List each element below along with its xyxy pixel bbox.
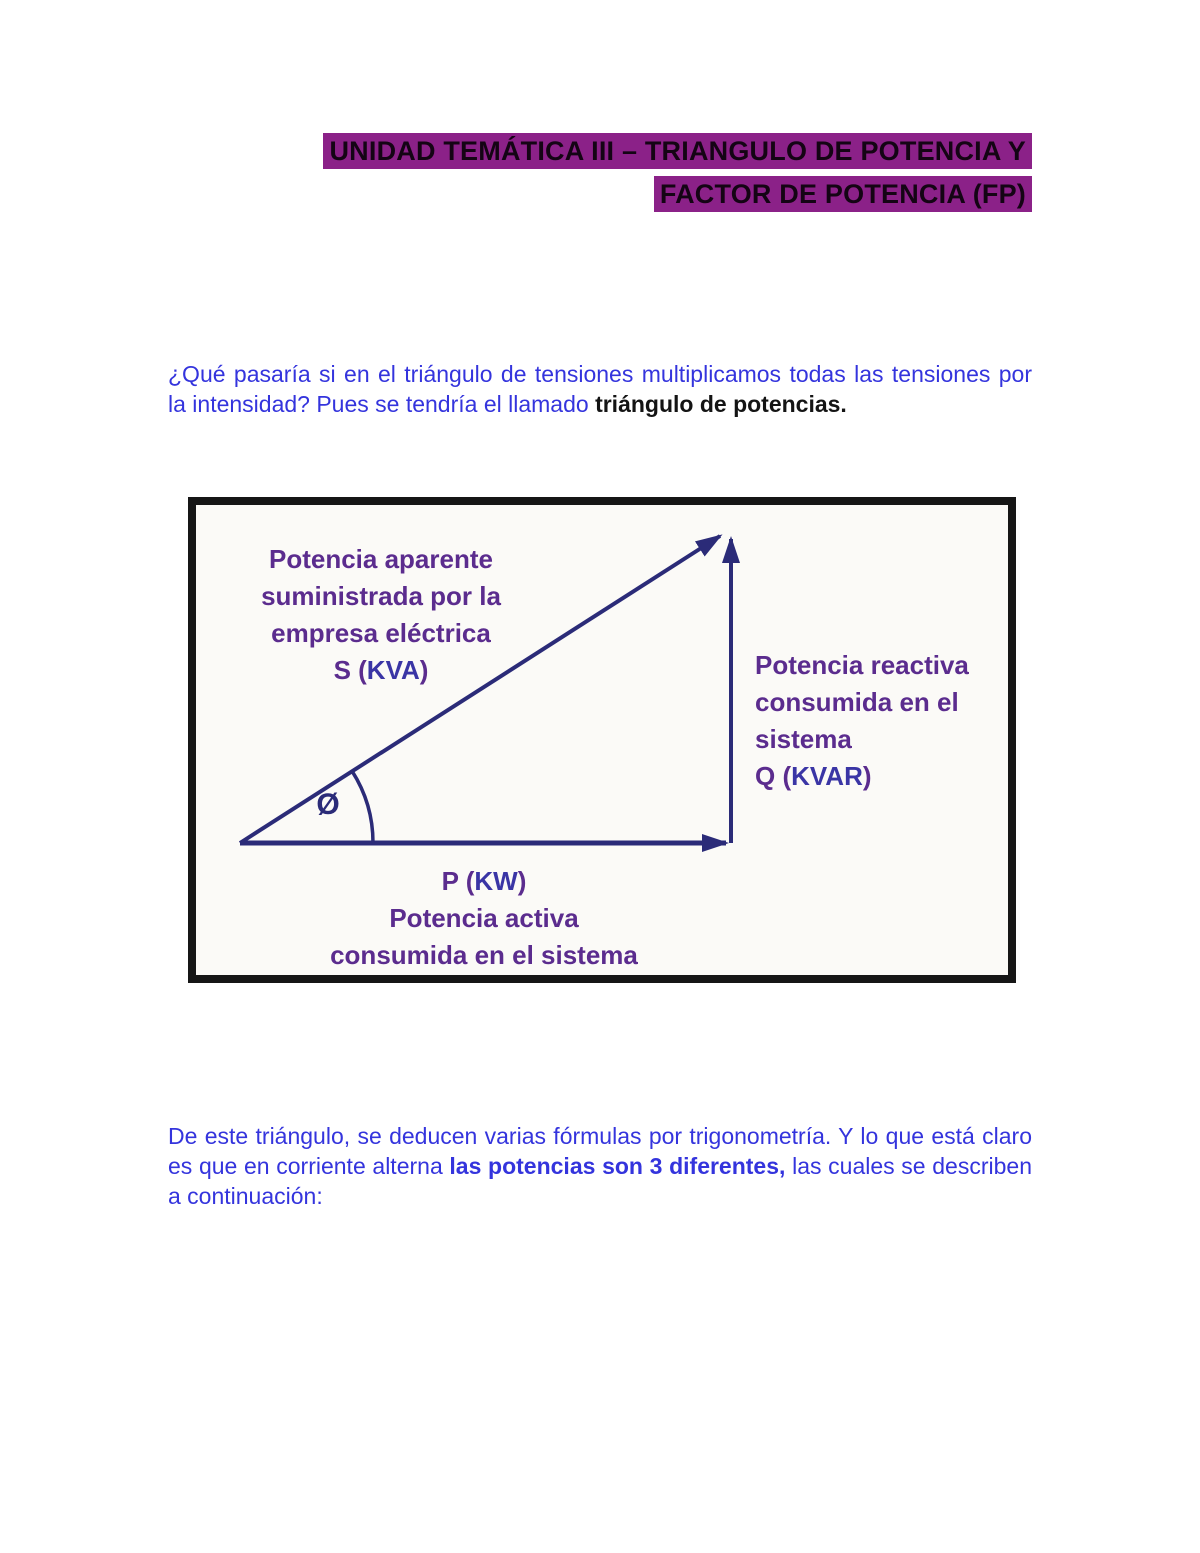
phase-angle-symbol: Ø: [316, 788, 340, 821]
apparent-power-line-1: Potencia aparente: [269, 544, 493, 574]
conclusion-paragraph-text-1: De este triángulo, se deducen varias fórmulas por trigonometría. Y lo que está claro es que en corriente alterna: [168, 1123, 1032, 1179]
intro-paragraph-bold: triángulo de potencias.: [595, 391, 847, 417]
reactive-power-label: [755, 647, 1005, 795]
title-line-2-text: FACTOR DE POTENCIA (FP): [654, 176, 1032, 212]
apparent-power-symbol: [236, 652, 526, 689]
conclusion-paragraph: [168, 1121, 1032, 1211]
power-triangle-figure: [188, 497, 1016, 983]
reactive-symbol-prefix: Q (: [755, 761, 792, 791]
intro-paragraph: [168, 359, 1032, 419]
reactive-power-line-2: consumida en el: [755, 687, 959, 717]
apparent-power-line-3: empresa eléctrica: [271, 618, 491, 648]
title-line-2: [168, 176, 1032, 219]
apparent-power-line-2: suministrada por la: [261, 581, 501, 611]
apparent-symbol-suffix: ): [419, 655, 429, 685]
active-power-line-1: Potencia activa: [389, 903, 579, 933]
active-power-line-2: consumida en el sistema: [330, 940, 638, 970]
reactive-symbol-unit: KVAR: [791, 761, 863, 791]
active-symbol-suffix: ): [517, 866, 527, 896]
reactive-power-symbol: [755, 758, 1005, 795]
reactive-symbol-suffix: ): [862, 761, 872, 791]
phase-angle-arc: [352, 771, 373, 843]
active-symbol-prefix: P (: [441, 866, 475, 896]
active-power-symbol: [300, 863, 668, 900]
active-power-label: [300, 863, 668, 974]
title-line-1-text: UNIDAD TEMÁTICA III – TRIANGULO DE POTENCIA Y: [323, 133, 1032, 169]
intro-paragraph-text: ¿Qué pasaría si en el triángulo de tensiones multiplicamos todas las tensiones por la intensidad? Pues se tendría el llamado: [168, 361, 1032, 417]
reactive-power-line-1: Potencia reactiva: [755, 650, 969, 680]
conclusion-paragraph-bold: las potencias son 3 diferentes,: [449, 1153, 786, 1179]
title-line-1: [168, 133, 1032, 176]
apparent-symbol-unit: KVA: [366, 655, 420, 685]
apparent-power-label: [236, 541, 526, 689]
apparent-symbol-prefix: S (: [333, 655, 367, 685]
page-title: [168, 133, 1032, 219]
active-symbol-unit: KW: [474, 866, 518, 896]
reactive-power-line-3: sistema: [755, 724, 852, 754]
conclusion-paragraph-text-2: las cuales se describen a continuación:: [168, 1153, 1032, 1209]
